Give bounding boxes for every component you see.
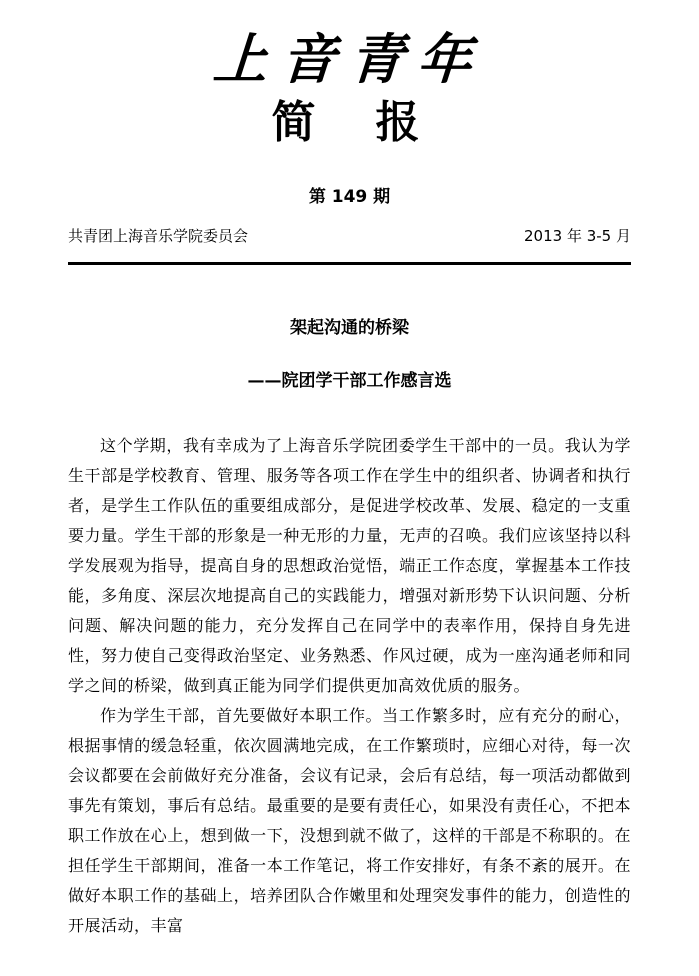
article-subtitle: ——院团学干部工作感言选: [247, 371, 452, 392]
publication-date: 2013 年 3-5 月: [524, 227, 631, 246]
masthead-bulletin-title: 简 报: [271, 97, 428, 149]
article-paragraph: 这个学期，我有幸成为了上海音乐学院团委学生干部中的一员。我认为学生干部是学校教育、管理、服务等各项工作在学生中的组织者、协调者和执行者，是学生工作队伍的重要组成部分，是促进学校改革、发展、稳定的一支重要力量。学生干部的形象是一种无形的力量，无声的召唤。我们应该坚持以科学发展观为指导，提高自身的思想政治觉悟，端正工作态度，掌握基本工作技能，多角度、深层次地提高自己的实践能力，增强对新形势下认识问题、分析问题、解决问题的能力，充分发挥自己在同学中的表率作用，保持自身先进性，努力使自己变得政治坚定、业务熟悉、作风过硬，成为一座沟通老师和同学之间的桥梁，做到真正能为同学们提供更加高效优质的服务。: [68, 436, 631, 696]
masthead-divider: [68, 262, 631, 265]
issue-number: 第 149 期: [308, 187, 391, 208]
article-title: 架起沟通的桥梁: [290, 318, 409, 339]
masthead-calligraphy-title: 上音青年: [211, 27, 488, 91]
article-body: [68, 431, 631, 941]
masthead: [68, 27, 631, 208]
publishing-organization: 共青团上海音乐学院委员会: [68, 227, 249, 246]
article-paragraph: 作为学生干部，首先要做好本职工作。当工作繁多时，应有充分的耐心，根据事情的缓急轻重，依次圆满地完成，在工作繁琐时，应细心对待，每一次会议都要在会前做好充分准备，会议有记录，会后有总结，每一项活动都做到事先有策划，事后有总结。最重要的是要有责任心，如果没有责任心，不把本职工作放在心上，想到做一下，没想到就不做了，这样的干部是不称职的。在担任学生干部期间，准备一本工作笔记，将工作安排好，有条不紊的展开。在做好本职工作的基础上，培养团队合作嫩里和处理突发事件的能力，创造性的开展活动，丰富: [68, 706, 631, 936]
meta-row: [68, 225, 631, 246]
